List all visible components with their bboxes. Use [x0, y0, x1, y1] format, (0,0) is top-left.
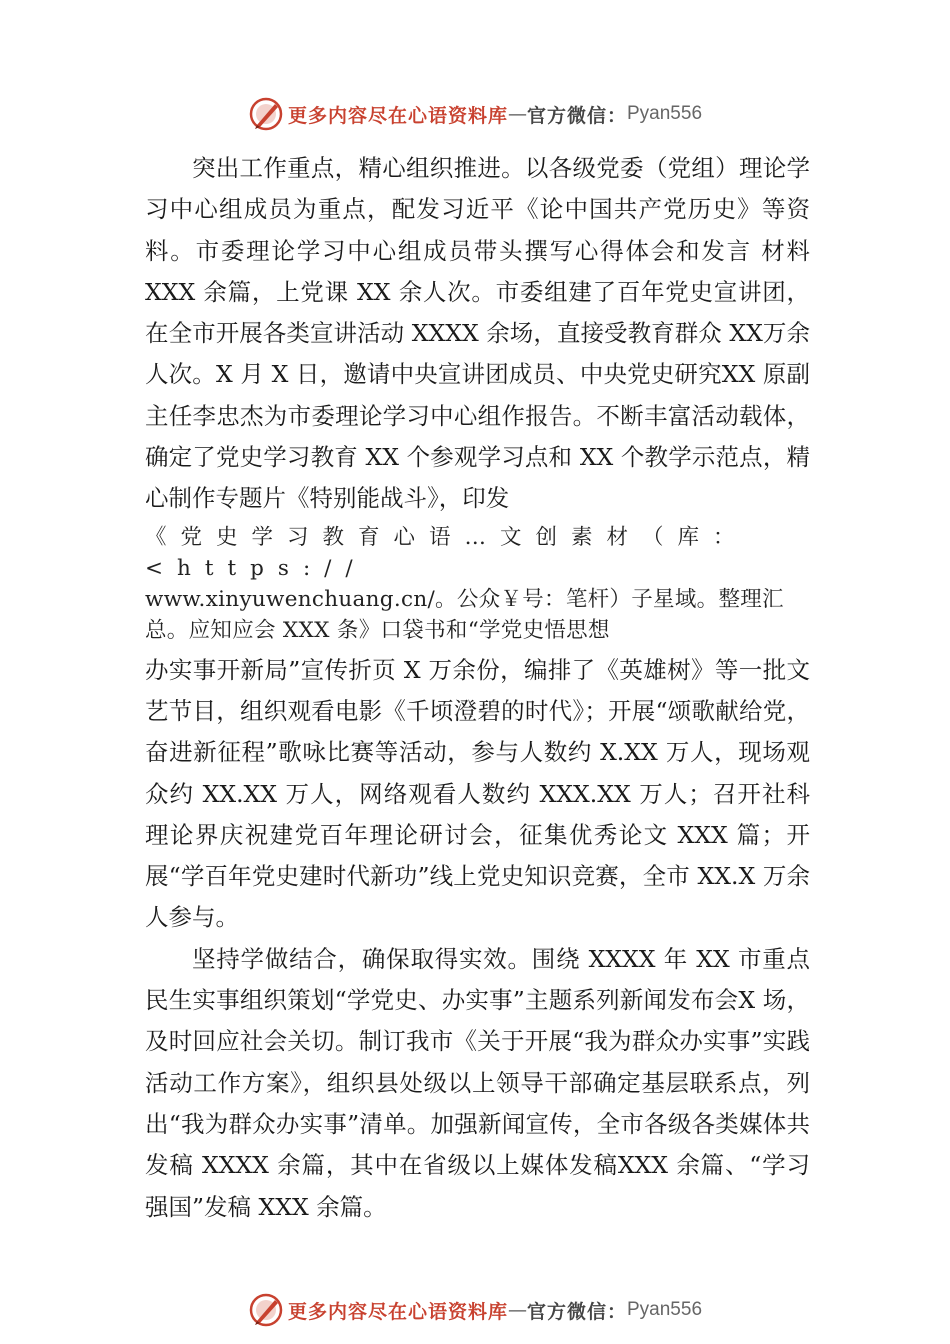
wechat-id: Pyan556 — [627, 103, 703, 124]
inset-line-3: 总。应知应会 XXX 条》口袋书和“学党史悟思想 — [145, 617, 610, 643]
paragraph-2: 办实事开新局”宣传折页 X 万余份，编排了《英雄树》等一批文艺节目，组织观看电影《千顷澄碧的时代》；开展“颂歌献给党，奋进新征程”歌咏比赛等活动，参与人数约 X.XX 万人，现场观众约 XX.XX 万人，网络观看人数约 XXX.XX 万人；召开社科理论界庆祝建党百年理论研讨会，征集优秀论文 XXX 篇；开展“学百年党史建时代新功”线上党史知识竞赛，全市 XX.X 万余人参与。 — [145, 655, 810, 932]
header-watermark-banner — [0, 94, 950, 134]
wechat-label: 官方微信： — [526, 1300, 627, 1323]
inset-line-2: www.xinyuwenchuang.cn/。公众￥号：笔杆）子星域。整理汇 — [145, 586, 784, 612]
banner-dash: — — [507, 1299, 527, 1321]
inset-line-1: 《党史学习教育心语…文创素材（库：<https:// — [145, 524, 749, 581]
document-body — [145, 148, 810, 1228]
pen-circle-logo-icon — [248, 1292, 284, 1328]
paragraph-1: 突出工作重点，精心组织推进。以各级党委（党组）理论学习中心组成员为重点，配发习近平《论中国共产党历史》等资料。市委理论学习中心组成员带头撰写心得体会和发言 材料XXX 余篇，上党课 XX 余人次。市委组建了百年党史宣讲团，在全市开展各类宣讲活动 XXXX 余场，直接受教育群众 XX万余人次。X 月 X 日，邀请中央宣讲团成员、中央党史研究XX 原副主任李忠杰为市委理论学习中心组作报告。不断丰富活动载体，确定了党史学习教育 XX 个参观学习点和 XX 个教学示范点，精心制作专题片《特别能战斗》，印发 — [145, 154, 810, 513]
banner-dash: — — [507, 103, 527, 125]
wechat-label: 官方微信： — [526, 104, 627, 127]
site-name: 更多内容尽在心语资料库 — [287, 104, 508, 127]
site-name: 更多内容尽在心语资料库 — [287, 1300, 508, 1323]
wechat-id: Pyan556 — [627, 1299, 703, 1320]
pen-circle-logo-icon — [248, 96, 284, 132]
paragraph-3: 坚持学做结合，确保取得实效。围绕 XXXX 年 XX 市重点民生实事组织策划“学党史、办实事”主题系列新闻发布会X 场，及时回应社会关切。制订我市《关于开展“我为群众办实事”实践活动工作方案》，组织县处级以上领导干部确定基层联系点，列出“我为群众办实事”清单。加强新闻宣传，全市各级各类媒体共发稿 XXXX 余篇，其中在省级以上媒体发稿XXX 余篇、“学习强国”发稿 XXX 余篇。 — [145, 944, 810, 1221]
inserted-watermark-text — [145, 522, 845, 646]
footer-watermark-banner — [0, 1290, 950, 1330]
